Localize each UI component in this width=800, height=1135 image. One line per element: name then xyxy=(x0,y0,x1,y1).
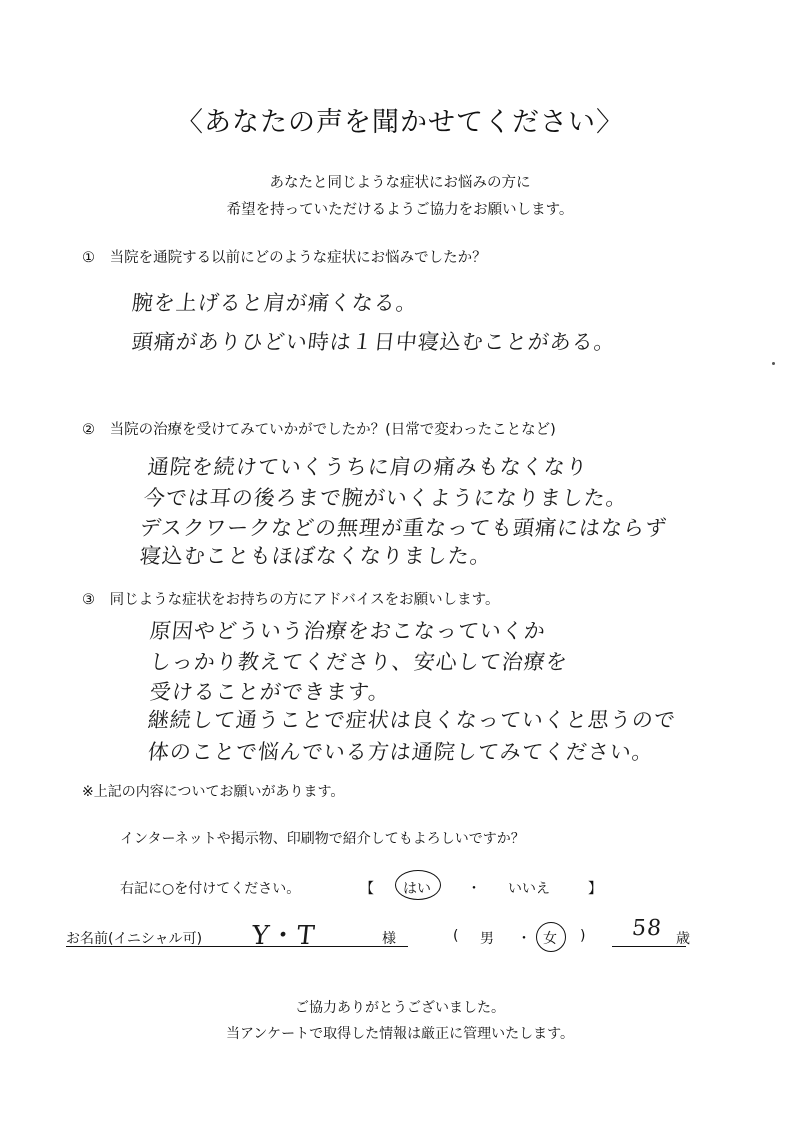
gender-male[interactable]: 男 xyxy=(480,931,494,947)
question-2-number: ② xyxy=(82,422,95,438)
survey-title: 〈あなたの声を聞かせてください〉 xyxy=(176,107,624,138)
intro-line-1: あなたと同じような症状にお悩みの方に xyxy=(269,175,531,191)
selection-circle-female xyxy=(536,922,566,952)
answer-2-line-3: デスクワークなどの無理が重なっても頭痛にはならず xyxy=(138,516,669,540)
scan-speck xyxy=(772,362,775,365)
footer-thanks: ご協力ありがとうございました。 xyxy=(295,1000,505,1016)
circle-instruction: 右記に○を付けてください。 xyxy=(120,881,301,897)
question-3-number: ③ xyxy=(82,592,95,608)
question-2-text: 当院の治療を受けてみていかがでしたか？(日常で変わったことなど) xyxy=(109,422,556,438)
option-separator: ・ xyxy=(467,881,481,897)
gender-paren-open: ( xyxy=(453,928,459,944)
bracket-close: 】 xyxy=(588,881,602,897)
question-2 xyxy=(82,418,556,439)
answer-1-line-1: 腕を上げると肩が痛くなる。 xyxy=(130,291,420,315)
age-unit: 歳 xyxy=(676,931,690,947)
option-yes[interactable]: はい xyxy=(403,881,431,897)
selection-circle-yes xyxy=(395,870,441,900)
question-3-text: 同じような症状をお持ちの方にアドバイスをお願いします。 xyxy=(109,592,500,608)
answer-3-line-5: 体のことで悩んでいる方は通院してみてください。 xyxy=(146,740,656,764)
age-value[interactable]: 58 xyxy=(630,916,664,941)
answer-3-line-3: 受けることができます。 xyxy=(148,680,392,704)
answer-3-line-1: 原因やどういう治療をおこなっていくか xyxy=(148,619,548,643)
answer-1-line-2: 頭痛がありひどい時は１日中寝込むことがある。 xyxy=(130,330,618,354)
option-no[interactable]: いいえ xyxy=(508,881,550,897)
gender-paren-close: ) xyxy=(580,928,586,944)
answer-3-line-4: 継続して通うことで症状は良くなっていくと思うので xyxy=(146,708,678,732)
answer-3-line-2: しっかり教えてくださり、安心して治療を xyxy=(148,650,570,674)
publish-question: インターネットや掲示物、印刷物で紹介してもよろしいですか？ xyxy=(120,831,525,847)
answer-2-line-1: 通院を続けていくうちに肩の痛みもなくなり xyxy=(146,455,590,479)
gender-female[interactable]: 女 xyxy=(543,931,557,947)
answer-2-line-2: 今では耳の後ろまで腕がいくようになりました。 xyxy=(142,486,630,510)
name-underline xyxy=(66,946,408,947)
age-underline xyxy=(612,946,686,947)
bracket-open: 【 xyxy=(360,881,374,897)
name-label: お名前(イニシャル可) xyxy=(66,931,203,947)
footer-privacy: 当アンケートで取得した情報は厳正に管理いたします。 xyxy=(225,1026,575,1042)
request-note: ※上記の内容についてお願いがあります。 xyxy=(82,784,345,800)
honorific: 様 xyxy=(382,931,396,947)
question-3 xyxy=(82,588,500,609)
question-1-text: 当院を通院する以前にどのような症状にお悩みでしたか？ xyxy=(109,250,487,266)
question-1 xyxy=(82,246,487,267)
gender-separator: ・ xyxy=(517,931,531,947)
answer-2-line-4: 寝込むこともほぼなくなりました。 xyxy=(138,544,494,568)
question-1-number: ① xyxy=(82,250,95,266)
name-value[interactable]: Y・T xyxy=(250,921,317,951)
intro-line-2: 希望を持っていただけるようご協力をお願いします。 xyxy=(226,202,574,218)
